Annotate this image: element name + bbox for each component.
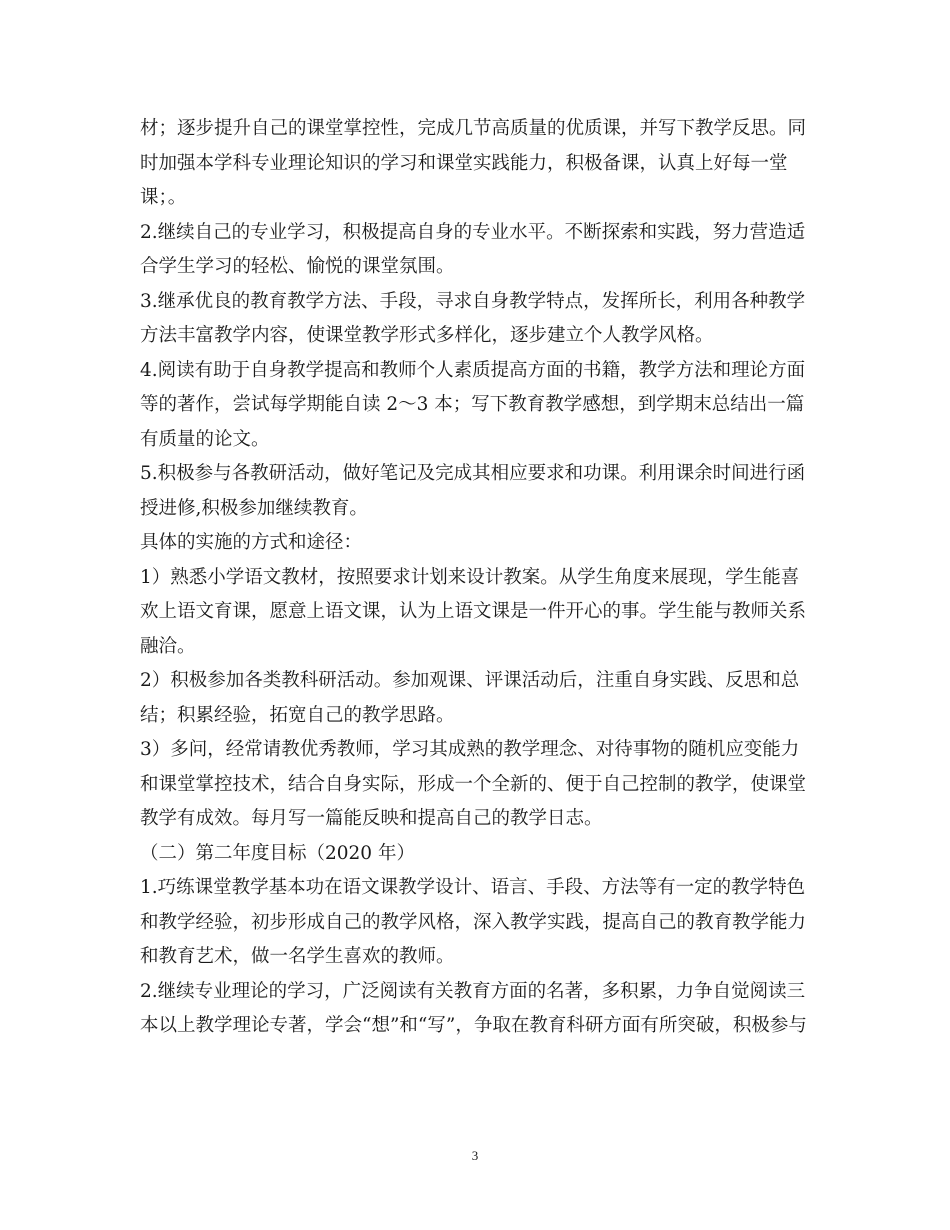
text-line: 1.巧练课堂教学基本功在语文课教学设计、语言、手段、方法等有一定的教学特色: [140, 877, 806, 898]
text-line: 5.积极参与各教研活动，做好笔记及完成其相应要求和功课。利用课余时间进行函: [140, 463, 806, 484]
text-line: 2）积极参加各类教科研活动。参加观课、评课活动后，注重自身实践、反思和总: [140, 670, 800, 691]
text-line: 有质量的论文。: [140, 428, 270, 450]
text-line: 和教育艺术，做一名学生喜欢的教师。: [140, 946, 455, 967]
text-line: 欢上语文育课，愿意上语文课，认为上语文课是一件开心的事。学生能与教师关系: [140, 601, 807, 622]
text-line: 4.阅读有助于自身教学提高和教师个人素质提高方面的书籍，教学方法和理论方面: [140, 359, 806, 381]
text-line: 2.继续自己的专业学习，积极提高自身的专业水平。不断探索和实践，努力营造适: [140, 221, 806, 243]
text-line: 具体的实施的方式和途径：: [140, 532, 363, 553]
text-line: 时加强本学科专业理论知识的学习和课堂实践能力，积极备课，认真上好每一堂: [140, 152, 788, 174]
text-line: 3.继承优良的教育教学方法、手段，寻求自身教学特点，发挥所长，利用各种教学: [140, 290, 806, 312]
text-line: 课；。: [140, 187, 187, 208]
text-line: 3）多问，经常请教优秀教师，学习其成熟的教学理念、对待事物的随机应变能力: [140, 739, 800, 760]
section-heading: （二）第二年度目标（2020 年）: [140, 842, 415, 864]
text-line: 授进修,积极参加继续教育。: [140, 497, 368, 519]
text-line: 2.继续专业理论的学习，广泛阅读有关教育方面的名著，多积累，力争自觉阅读三: [140, 980, 806, 1002]
text-line: 1）熟悉小学语文教材，按照要求计划来设计教案。从学生角度来展现，学生能喜: [140, 566, 800, 588]
text-line: 方法丰富教学内容，使课堂教学形式多样化，逐步建立个人教学风格。: [140, 325, 714, 346]
text-line: 和课堂掌控技术，结合自身实际，形成一个全新的、便于自己控制的教学，使课堂: [140, 773, 807, 795]
page-number: 3: [471, 1148, 479, 1163]
text-line: 等的著作，尝试每学期能自读 2～3 本；写下教育教学感想，到学期末总结出一篇: [140, 394, 805, 415]
text-line: 和教学经验，初步形成自己的教学风格，深入教学实践，提高自己的教育教学能力: [140, 911, 807, 933]
text-line: 材；逐步提升自己的课堂掌控性，完成几节高质量的优质课，并写下教学反思。同: [140, 118, 807, 139]
text-line: 融洽。: [140, 635, 196, 657]
text-line: 结；积累经验，拓宽自己的教学思路。: [140, 704, 455, 726]
text-line: 本以上教学理论专著，学会“想”和“写”，争取在教育科研方面有所突破，积极参与: [140, 1015, 807, 1036]
text-line: 教学有成效。每月写一篇能反映和提高自己的教学日志。: [140, 808, 603, 829]
document-body: [140, 112, 820, 1044]
text-line: 合学生学习的轻松、愉悦的课堂氛围。: [140, 256, 455, 277]
